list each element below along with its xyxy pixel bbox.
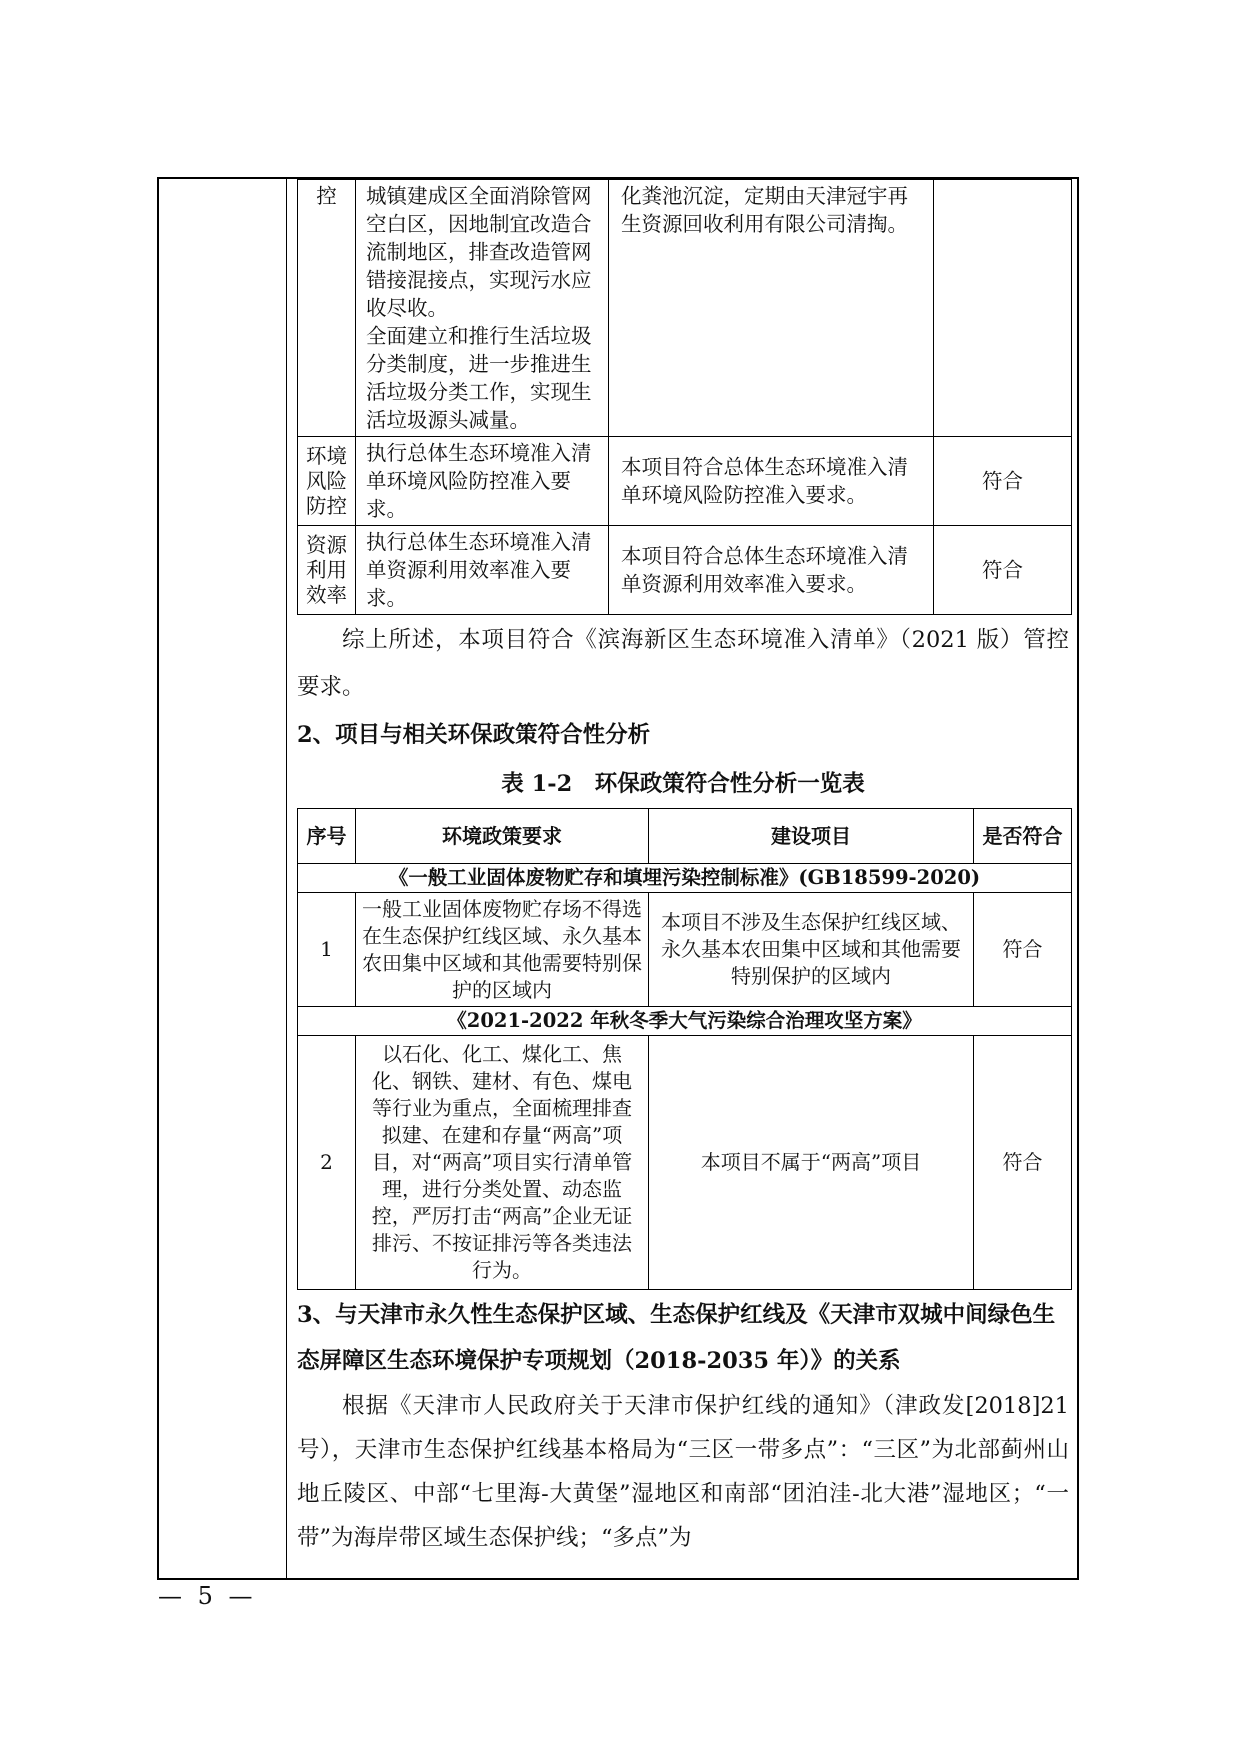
table-row (298, 893, 1072, 1007)
section-3-title: 3、与天津市永久性生态保护区域、生态保护红线及《天津市双城中间绿色生态屏障区生态环境保护专项规划（2018-2035 年）》的关系 (297, 1302, 1056, 1374)
section-title: 《一般工业固体废物贮存和填埋污染控制标准》(GB18599-2020) (298, 864, 1072, 893)
policy-compliance-table (297, 808, 1072, 1290)
header-requirement: 环境政策要求 (356, 809, 649, 864)
header-project: 建设项目 (649, 809, 974, 864)
header-no: 序号 (298, 809, 356, 864)
content-area (297, 179, 1069, 1560)
table-row (298, 180, 1072, 437)
category-cell: 环境风险防控 (298, 437, 356, 526)
project-cell: 本项目不涉及生态保护红线区域、永久基本农田集中区域和其他需要特别保护的区域内 (649, 893, 974, 1007)
table-row (298, 437, 1072, 526)
header-result: 是否符合 (974, 809, 1072, 864)
category-cell: 控 (298, 180, 356, 437)
requirement-cell: 一般工业固体废物贮存场不得选在生态保护红线区域、永久基本农田集中区域和其他需要特别保护的区域内 (356, 893, 649, 1007)
section-row (298, 864, 1072, 893)
section-row (298, 1007, 1072, 1036)
section-2-title: 2、项目与相关环保政策符合性分析 (297, 722, 651, 748)
table-header-row (298, 809, 1072, 864)
result-cell: 符合 (974, 1036, 1072, 1290)
project-cell: 本项目符合总体生态环境准入清单环境风险防控准入要求。 (609, 437, 934, 526)
summary-paragraph: 综上所述，本项目符合《滨海新区生态环境准入清单》（2021 版）管控要求。 (297, 627, 1069, 700)
requirement-cell: 执行总体生态环境准入清单环境风险防控准入要求。 (356, 437, 609, 526)
result-cell: 符合 (934, 526, 1072, 615)
row-number: 1 (298, 893, 356, 1007)
requirement-cell: 执行总体生态环境准入清单资源利用效率准入要求。 (356, 526, 609, 615)
category-cell: 资源利用效率 (298, 526, 356, 615)
section-3-paragraph: 根据《天津市人民政府关于天津市保护红线的通知》（津政发[2018]21号），天津市生态保护红线基本格局为“三区一带多点”：“三区”为北部蓟州山地丘陵区、中部“七里海-大黄堡”湿地区和南部“团泊洼-北大港”湿地区；“一带”为海岸带区域生态保护线；“多点”为 (297, 1393, 1069, 1551)
requirement-text: 城镇建成区全面消除管网空白区，因地制宜改造合流制地区，排查改造管网错接混接点，实现污水应收尽收。 (366, 184, 592, 320)
project-cell: 化粪池沉淀，定期由天津冠宇再生资源回收利用有限公司清掏。 (609, 180, 934, 437)
table-row (298, 1036, 1072, 1290)
left-label-column (159, 179, 287, 1578)
result-cell: 符合 (974, 893, 1072, 1007)
requirement-cell: 以石化、化工、煤化工、焦化、钢铁、建材、有色、煤电等行业为重点，全面梳理排查拟建、在建和存量“两高”项目，对“两高”项目实行清单管理，进行分类处置、动态监控，严厉打击“两高”企业无证排污、不按证排污等各类违法行为。 (356, 1036, 649, 1290)
requirement-text: 全面建立和推行生活垃圾分类制度，进一步推进生活垃圾分类工作，实现生活垃圾源头减量。 (366, 324, 592, 432)
row-number: 2 (298, 1036, 356, 1290)
section-title: 《2021-2022 年秋冬季大气污染综合治理攻坚方案》 (298, 1007, 1072, 1036)
project-cell: 本项目符合总体生态环境准入清单资源利用效率准入要求。 (609, 526, 934, 615)
page-number: — 5 — (158, 1582, 257, 1610)
table-caption: 表 1-2 环保政策符合性分析一览表 (501, 771, 865, 797)
project-cell: 本项目不属于“两高”项目 (649, 1036, 974, 1290)
result-cell (934, 180, 1072, 437)
form-frame (157, 177, 1079, 1580)
result-cell: 符合 (934, 437, 1072, 526)
table-row (298, 526, 1072, 615)
eco-access-table (297, 179, 1072, 615)
requirement-cell (356, 180, 609, 437)
